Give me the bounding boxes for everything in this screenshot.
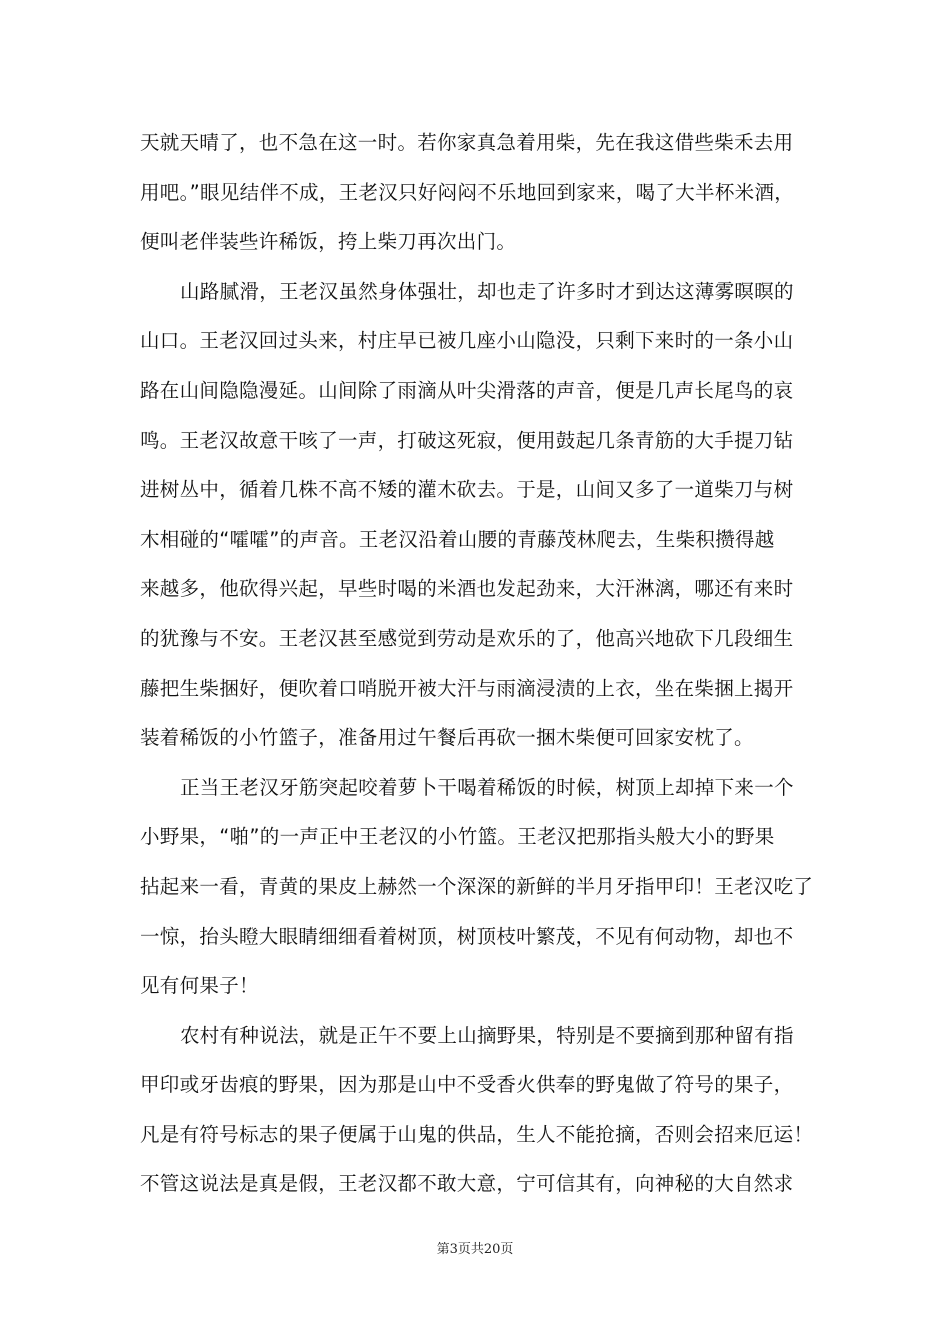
text-line: 不管这说法是真是假，王老汉都不敢大意，宁可信其有，向神秘的大自然求 — [140, 1172, 794, 1196]
text-line: 山口。王老汉回过头来，村庄早已被几座小山隐没，只剩下来时的一条小山 — [140, 329, 794, 353]
text-line: 农村有种说法，就是正午不要上山摘野果，特别是不要摘到那种留有指 — [180, 1023, 794, 1047]
text-line: 拈起来一看，青黄的果皮上赫然一个深深的新鲜的半月牙指甲印！王老汉吃了 — [140, 874, 814, 898]
text-line: 正当王老汉牙筋突起咬着萝卜干喝着稀饭的时候，树顶上却掉下来一个 — [180, 775, 794, 799]
text-line: 鸣。王老汉故意干咳了一声，打破这死寂，便用鼓起几条青筋的大手提刀钻 — [140, 428, 794, 452]
text-line: 用吧。”眼见结伴不成，王老汉只好闷闷不乐地回到家来，喝了大半杯米酒， — [140, 180, 795, 204]
text-line: 一惊，抬头瞪大眼睛细细看着树顶，树顶枝叶繁茂，不见有何动物，却也不 — [140, 924, 794, 948]
text-line: 藤把生柴捆好，便吹着口哨脱开被大汗与雨滴浸渍的上衣，坐在柴捆上揭开 — [140, 676, 794, 700]
page-number: 第3页共20页 — [436, 1242, 514, 1257]
text-line: 见有何果子！ — [140, 974, 259, 998]
text-line: 木相碰的“嚯嚯”的声音。王老汉沿着山腰的青藤茂林爬去，生柴积攒得越 — [140, 527, 775, 551]
paragraph — [140, 267, 820, 763]
text-line: 山路腻滑，王老汉虽然身体强壮，却也走了许多时才到达这薄雾暝暝的 — [180, 279, 794, 303]
text-line: 来越多，他砍得兴起，早些时喝的米酒也发起劲来，大汗淋漓，哪还有来时 — [140, 577, 794, 601]
paragraph — [140, 118, 820, 267]
paragraph — [140, 1011, 820, 1209]
text-line: 凡是有符号标志的果子便属于山鬼的供品，生人不能抢摘，否则会招来厄运！ — [140, 1122, 814, 1146]
paragraph — [140, 763, 820, 1011]
text-line: 甲印或牙齿痕的野果，因为那是山中不受香火供奉的野鬼做了符号的果子， — [140, 1073, 794, 1097]
body-text — [140, 118, 820, 1209]
text-line: 的犹豫与不安。王老汉甚至感觉到劳动是欢乐的了，他高兴地砍下几段细生 — [140, 626, 794, 650]
text-line: 路在山间隐隐漫延。山间除了雨滴从叶尖滑落的声音，便是几声长尾鸟的哀 — [140, 378, 794, 402]
text-line: 装着稀饭的小竹篮子，准备用过午餐后再砍一捆木柴便可回家安枕了。 — [140, 726, 754, 750]
text-line: 便叫老伴装些许稀饭，挎上柴刀再次出门。 — [140, 230, 517, 254]
text-line: 天就天晴了，也不急在这一时。若你家真急着用柴，先在我这借些柴禾去用 — [140, 131, 794, 154]
text-line: 小野果，“啪”的一声正中王老汉的小竹篮。王老汉把那指头般大小的野果 — [140, 825, 775, 849]
text-line: 进树丛中，循着几株不高不矮的灌木砍去。于是，山间又多了一道柴刀与树 — [140, 478, 794, 502]
